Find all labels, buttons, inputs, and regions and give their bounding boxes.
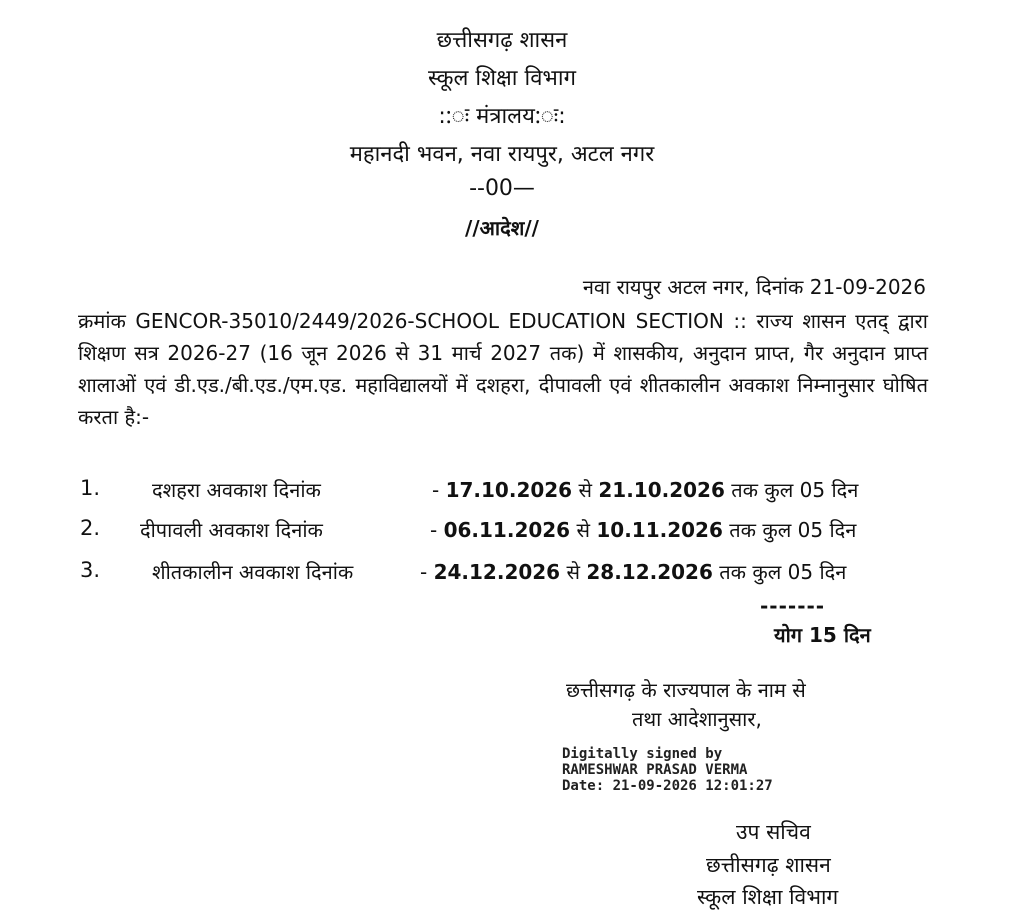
total-suffix: दिन <box>843 623 871 647</box>
holiday-row-label: दशहरा अवकाश दिनांक <box>152 478 321 502</box>
holiday-dash: - <box>432 478 440 502</box>
holiday-dash: - <box>420 560 428 584</box>
order-title: //आदेश// <box>465 216 539 240</box>
total-prefix: योग <box>774 623 803 647</box>
authority-line-1: छत्तीसगढ़ के राज्यपाल के नाम से <box>566 678 806 702</box>
holiday-row-range <box>420 558 846 585</box>
digital-signature-line-1: Digitally signed by <box>562 746 723 762</box>
holiday-row-label: दीपावली अवकाश दिनांक <box>140 518 323 542</box>
footer-designation: उप सचिव <box>736 820 811 844</box>
holiday-to-date: 21.10.2026 <box>598 478 725 502</box>
body-paragraph: क्रमांक GENCOR-35010/2449/2026-SCHOOL EDUCATION SECTION :: राज्य शासन एतद् द्वारा शिक्षण सत्र 2026-27 (16 जून 2026 से 31 मार्च 2027 तक) में शासकीय, अनुदान प्राप्त, गैर अनुदान प्राप्त शालाओं एवं डी.एड./बी.एड./एम.एड. महाविद्यालयों में दशहरा, दीपावली एवं शीतकालीन अवकाश निम्नानुसार घोषित करता है:- <box>78 309 928 429</box>
authority-line-2: तथा आदेशानुसार, <box>632 707 762 731</box>
footer-government: छत्तीसगढ़ शासन <box>706 853 831 877</box>
holiday-se: से <box>576 518 590 542</box>
header-separator: --00— <box>469 176 535 201</box>
holiday-row-number: 1. <box>80 476 101 500</box>
holiday-suffix: तक कुल 05 दिन <box>719 560 847 584</box>
digital-signature <box>562 746 773 794</box>
footer-department: स्कूल शिक्षा विभाग <box>697 885 839 909</box>
holiday-suffix: तक कुल 05 दिन <box>731 478 859 502</box>
holiday-suffix: तक कुल 05 दिन <box>729 518 857 542</box>
header-department: स्कूल शिक्षा विभाग <box>428 66 576 91</box>
header-mantralaya: ::ः मंत्रालय:ः: <box>438 104 566 129</box>
holiday-row-label: शीतकालीन अवकाश दिनांक <box>152 560 354 584</box>
total-days <box>774 621 871 648</box>
holiday-se: से <box>578 478 592 502</box>
holiday-to-date: 10.11.2026 <box>596 518 723 542</box>
place-date: नवा रायपुर अटल नगर, दिनांक 21-09-2026 <box>582 275 926 299</box>
holiday-from-date: 06.11.2026 <box>443 518 571 542</box>
digital-signature-date: Date: 21-09-2026 12:01:27 <box>562 778 773 794</box>
holiday-from-date: 17.10.2026 <box>445 478 573 502</box>
header-government: छत्तीसगढ़ शासन <box>436 28 568 53</box>
total-separator: ------- <box>760 594 826 618</box>
total-value: 15 <box>809 623 837 647</box>
holiday-dash: - <box>430 518 438 542</box>
holiday-row-range <box>430 516 856 543</box>
holiday-from-date: 24.12.2026 <box>433 560 561 584</box>
holiday-to-date: 28.12.2026 <box>586 560 713 584</box>
holiday-row-number: 2. <box>80 516 101 540</box>
holiday-se: से <box>566 560 580 584</box>
digital-signature-name: RAMESHWAR PRASAD VERMA <box>562 762 748 778</box>
holiday-row-number: 3. <box>80 558 101 582</box>
header-address: महानदी भवन, नवा रायपुर, अटल नगर <box>349 142 655 167</box>
holiday-row-range <box>432 476 858 503</box>
